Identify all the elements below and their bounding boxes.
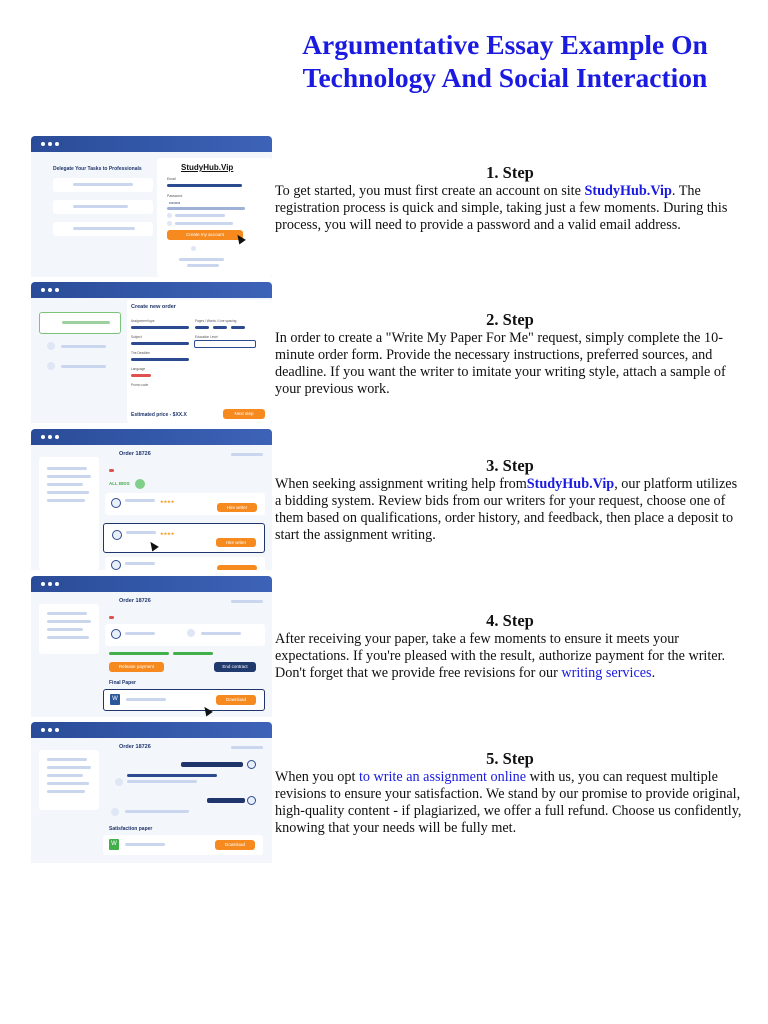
- step-text: In order to create a "Write My Paper For Me" request, simply complete the 10-minute order form. Provide the necessary instructions, preferred sources, and deadline. If you want the writer to imitate your writing style, attach a sample of your previous work.: [275, 330, 726, 397]
- step-5: [275, 749, 745, 837]
- end-contract-button[interactable]: End contract: [214, 662, 256, 672]
- browser-bar: [31, 136, 272, 152]
- create-account-button[interactable]: Create my account: [167, 230, 243, 240]
- title-line-1: Argumentative Essay Example On: [302, 29, 708, 60]
- step-text: When you opt to write an assignment online with us, you can request multiple revisions to ensure your satisfaction. We stand by our promise to provide original, high-quality content - if plagiarized, we offer a full refund. Choose us confidently, knowing that your needs will be fully met.: [275, 769, 742, 836]
- education-select[interactable]: [194, 340, 256, 348]
- writing-services-link[interactable]: writing services: [561, 665, 652, 681]
- step-2: [275, 310, 745, 398]
- step-text: To get started, you must first create an account on site StudyHub.Vip. The registration process is quick and simple, taking just a few moments. During this process, you will need to provide a password and a valid email address.: [275, 183, 728, 233]
- signup-card: StudyHub.Vip Email Password •••••••• Create my account: [157, 158, 272, 277]
- download-button[interactable]: Download: [216, 695, 256, 705]
- step-heading: 3. Step: [486, 456, 534, 475]
- step-5-screenshot: [31, 722, 272, 863]
- release-payment-button[interactable]: Release payment: [109, 662, 164, 672]
- studyhub-link[interactable]: StudyHub.Vip: [526, 476, 615, 492]
- hire-writer-button[interactable]: Hire writer: [217, 503, 257, 512]
- step-text: When seeking assignment writing help fromStudyHub.Vip, our platform utilizes a bidding system. Review bids from our writers for your request, choose one of them based on qualifications, order history, and feedback, then place a deposit to start the assignment writing.: [275, 476, 738, 543]
- order-heading: Order 18726: [119, 744, 151, 750]
- title-line-2: Technology And Social Interaction: [302, 62, 708, 93]
- write-assignment-link[interactable]: to write an assignment online: [358, 769, 527, 785]
- order-heading: Order 18726: [119, 451, 151, 457]
- all-bids-badge: ALL BIDS: [109, 481, 130, 486]
- step-1-screenshot: [31, 136, 272, 277]
- step-4: [275, 611, 745, 682]
- order-heading: Create new order: [131, 304, 176, 310]
- step-3-screenshot: Order 18726 ALL BIDS ★★★★ Hire writer ★★★★ Hire writer: [31, 429, 272, 570]
- step-4-screenshot: [31, 576, 272, 717]
- step-heading: 5. Step: [486, 749, 534, 768]
- final-paper-label: Final Paper: [109, 680, 136, 686]
- satisfaction-paper-label: Satisfaction paper: [109, 826, 153, 832]
- next-step-button[interactable]: Next step: [223, 409, 265, 419]
- studyhub-link[interactable]: StudyHub.Vip: [584, 183, 672, 199]
- step-heading: 2. Step: [486, 310, 534, 329]
- password-field[interactable]: ••••••••: [169, 200, 181, 205]
- order-heading: Order 18726: [119, 598, 151, 604]
- step-heading: 1. Step: [486, 163, 534, 182]
- estimated-price: Estimated price - $XX.X: [131, 412, 187, 418]
- step-text: After receiving your paper, take a few moments to ensure it meets your expectations. If you're pleased with the result, authorize payment for the writer. Don't forget that we provide free revisions for our writing services.: [275, 631, 726, 681]
- step-3: [275, 456, 745, 544]
- word-file-icon: W: [110, 694, 120, 705]
- step-2-screenshot: [31, 282, 272, 423]
- brand-logo: StudyHub.Vip: [181, 163, 234, 172]
- hire-writer-button[interactable]: Hire writer: [216, 538, 256, 547]
- step-1: [275, 163, 745, 234]
- word-file-icon: W: [109, 839, 119, 850]
- step-heading: 4. Step: [486, 611, 534, 630]
- page-title: [270, 28, 740, 94]
- download-button[interactable]: Download: [215, 840, 255, 850]
- delegate-heading: Delegate Your Tasks to Professionals: [53, 166, 142, 172]
- order-form: Create new order Assignment type Pages / Words / Line spacing Subject Education Level The Deadline Language Promo code Estimated price - $XX.X Next step: [127, 300, 272, 423]
